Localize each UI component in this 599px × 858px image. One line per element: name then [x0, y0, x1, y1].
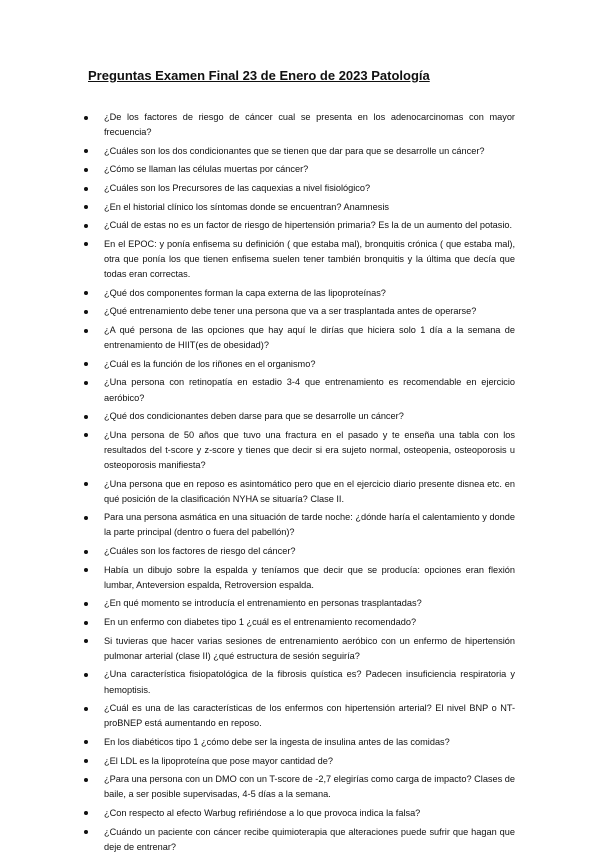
question-text: ¿Una persona de 50 años que tuvo una fractura en el pasado y te enseña una tabla con los resultados del t-score y z-score y tienes que decir si era sujeto normal, osteopenia, osteoporosis u osteoporosis manifiesta? — [104, 429, 515, 470]
bullet-icon — [84, 415, 88, 419]
bullet-icon — [84, 759, 88, 763]
bullet-icon — [84, 291, 88, 295]
bullet-icon — [84, 639, 88, 643]
bullet-icon — [84, 224, 88, 228]
question-item — [0, 544, 599, 559]
question-text: ¿En el historial clínico los síntomas donde se encuentran? Anamnesis — [104, 201, 389, 212]
bullet-icon — [84, 830, 88, 834]
question-text: ¿Para una persona con un DMO con un T-score de -2,7 elegirías como carga de impacto? Clases de baile, a ser posible supervisadas, 4-5 días a la semana. — [104, 774, 515, 800]
question-item — [0, 286, 599, 301]
question-item — [0, 667, 599, 697]
question-item — [0, 735, 599, 750]
question-item — [0, 825, 599, 855]
question-list — [0, 110, 599, 858]
question-text: ¿Cuándo un paciente con cáncer recibe quimioterapia que alteraciones puede sufrir que hagan que deje de entrenar? — [104, 826, 515, 852]
question-text: ¿Cuál es una de las características de los enfermos con hipertensión arterial? El nivel BNP o NT-proBNEP está aumentando en reposo. — [104, 703, 515, 729]
question-text: ¿Qué dos condicionantes deben darse para que se desarrolle un cáncer? — [104, 411, 404, 422]
question-text: ¿Una persona que en reposo es asintomático pero que en el ejercicio diario presente disnea etc. en qué posición de la clasificación NYHA se situaría? Clase II. — [104, 478, 515, 504]
bullet-icon — [84, 187, 88, 191]
question-text: ¿Con respecto al efecto Warbug refiriéndose a lo que provoca indica la falsa? — [104, 807, 421, 818]
question-text: ¿El LDL es la lipoproteína que pose mayor cantidad de? — [104, 755, 333, 766]
question-text: ¿Qué entrenamiento debe tener una persona que va a ser trasplantada antes de operarse? — [104, 306, 477, 317]
bullet-icon — [84, 516, 88, 520]
question-item — [0, 754, 599, 769]
question-item — [0, 806, 599, 821]
question-text: ¿Cuáles son los Precursores de las caquexias a nivel fisiológico? — [104, 183, 371, 194]
question-item — [0, 218, 599, 233]
bullet-icon — [84, 168, 88, 172]
question-item — [0, 409, 599, 424]
question-text: ¿Cómo se llaman las células muertas por cáncer? — [104, 164, 309, 175]
question-item — [0, 110, 599, 140]
question-item — [0, 510, 599, 540]
question-item — [0, 304, 599, 319]
bullet-icon — [84, 149, 88, 153]
question-item — [0, 772, 599, 802]
question-text: ¿Cuál de estas no es un factor de riesgo de hipertensión primaria? Es la de un aumento del potasio. — [104, 220, 513, 231]
question-item — [0, 596, 599, 611]
question-item — [0, 162, 599, 177]
question-item — [0, 477, 599, 507]
question-text: En un enfermo con diabetes tipo 1 ¿cuál es el entrenamiento recomendado? — [104, 617, 417, 628]
question-text: ¿A qué persona de las opciones que hay aquí le dirías que hiciera solo 1 día a la semana de entrenamiento de HIIT(es de obesidad)? — [104, 325, 515, 351]
question-text: ¿Una persona con retinopatía en estadio 3-4 que entrenamiento es recomendable en ejercicio aeróbico? — [104, 377, 515, 403]
question-item — [0, 144, 599, 159]
bullet-icon — [84, 602, 88, 606]
bullet-icon — [84, 550, 88, 554]
question-text: ¿Cuáles son los dos condicionantes que se tienen que dar para que se desarrolle un cáncer? — [104, 145, 485, 156]
bullet-icon — [84, 116, 88, 120]
question-text: ¿Cuáles son los factores de riesgo del cáncer? — [104, 546, 296, 557]
bullet-icon — [84, 362, 88, 366]
question-text: En el EPOC: y ponía enfisema su definición ( que estaba mal), bronquitis crónica ( que estaba mal), otra que ponía los que tienen enfisema suelen tener también bronquitis y la última que decía que todas eran correctas. — [104, 238, 515, 280]
question-text: ¿Una característica fisiopatológica de la fibrosis quística es? Padecen insuficiencia respiratoria y hemoptisis. — [104, 669, 515, 695]
question-item — [0, 357, 599, 372]
question-item — [0, 615, 599, 630]
question-item — [0, 701, 599, 731]
question-text: ¿Qué dos componentes forman la capa externa de las lipoproteínas? — [104, 287, 386, 298]
bullet-icon — [84, 621, 88, 625]
question-item — [0, 200, 599, 215]
document-title: Preguntas Examen Final 23 de Enero de 2023 Patología — [88, 68, 430, 83]
bullet-icon — [84, 381, 88, 385]
question-item — [0, 323, 599, 353]
question-item — [0, 563, 599, 593]
question-text: Si tuvieras que hacer varias sesiones de entrenamiento aeróbico con un enfermo de hipertensión pulmonar arterial (clase II) ¿qué estructura de sesión seguiría? — [104, 635, 515, 661]
question-text: Había un dibujo sobre la espalda y teníamos que decir que se producía: opciones eran flexión lumbar, Anteversion espalda, Retroversion espalda. — [104, 564, 515, 590]
question-item — [0, 634, 599, 664]
bullet-icon — [84, 778, 88, 782]
bullet-icon — [84, 242, 88, 246]
bullet-icon — [84, 433, 88, 437]
bullet-icon — [84, 740, 88, 744]
question-item — [0, 375, 599, 405]
bullet-icon — [84, 673, 88, 677]
bullet-icon — [84, 811, 88, 815]
bullet-icon — [84, 329, 88, 333]
question-text: En los diabéticos tipo 1 ¿cómo debe ser la ingesta de insulina antes de las comidas? — [104, 736, 450, 747]
question-item — [0, 237, 599, 282]
bullet-icon — [84, 707, 88, 711]
bullet-icon — [84, 205, 88, 209]
bullet-icon — [84, 482, 88, 486]
question-item — [0, 428, 599, 473]
question-item — [0, 181, 599, 196]
question-text: ¿En qué momento se introducía el entrenamiento en personas trasplantadas? — [104, 598, 422, 609]
bullet-icon — [84, 310, 88, 314]
question-text: Para una persona asmática en una situación de tarde noche: ¿dónde haría el calentamiento y donde la parte principal (dentro o fuera del pabellón)? — [104, 512, 515, 538]
question-text: ¿Cuál es la función de los riñones en el organismo? — [104, 358, 316, 369]
bullet-icon — [84, 568, 88, 572]
question-text: ¿De los factores de riesgo de cáncer cual se presenta en los adenocarcinomas con mayor frecuencia? — [104, 112, 515, 138]
